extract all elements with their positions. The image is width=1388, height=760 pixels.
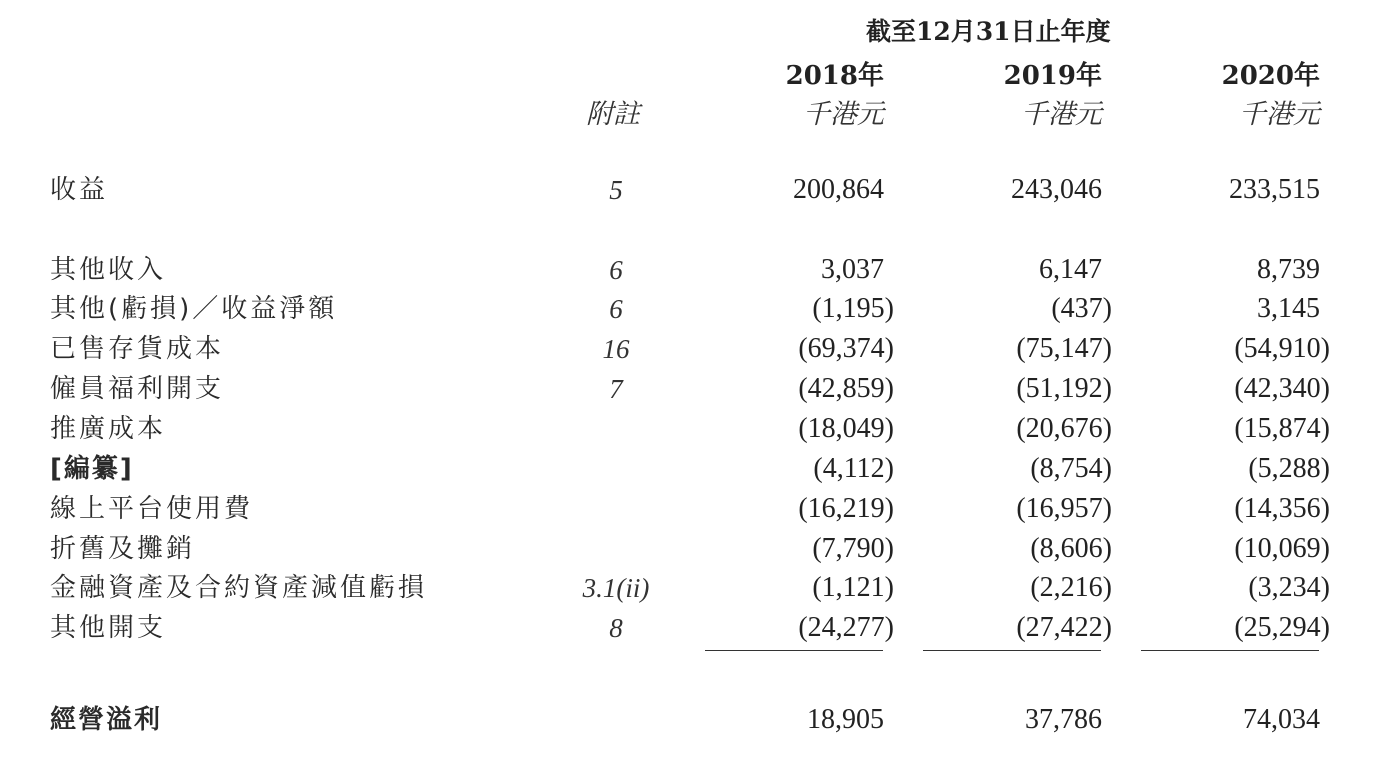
value-2020: 8,739 xyxy=(1257,254,1320,285)
year-2018-header: 2018年 xyxy=(785,61,884,91)
table-row xyxy=(0,489,1388,529)
value-2019: (27,422) xyxy=(1016,612,1112,643)
subtotal-rule-2019 xyxy=(923,650,1101,651)
row-label: 折舊及攤銷 xyxy=(50,534,196,564)
subtotal-rule-2020 xyxy=(1141,650,1319,651)
value-2020: (5,288) xyxy=(1248,453,1330,484)
table-row xyxy=(0,409,1388,449)
table-row xyxy=(0,250,1388,290)
note-column-header: 附註 xyxy=(586,99,640,130)
row-label: 線上平台使用費 xyxy=(50,494,254,524)
row-label: 其他(虧損)／收益淨額 xyxy=(50,294,338,324)
row-label: 已售存貨成本 xyxy=(50,334,225,364)
total-2019: 37,786 xyxy=(1025,704,1102,735)
row-note: 6 xyxy=(609,294,623,324)
value-2018: (4,112) xyxy=(813,453,894,484)
row-label: [編纂] xyxy=(50,454,134,484)
row-note: 6 xyxy=(609,255,623,285)
value-2020: 3,145 xyxy=(1257,293,1320,324)
year-2020-header: 2020年 xyxy=(1221,61,1320,91)
value-2020: (25,294) xyxy=(1234,612,1330,643)
total-2020: 74,034 xyxy=(1243,704,1320,735)
year-2019-header: 2019年 xyxy=(1003,61,1102,91)
total-row xyxy=(0,700,1388,740)
row-label: 金融資產及合約資產減值虧損 xyxy=(50,573,428,603)
value-2018: (42,859) xyxy=(798,373,894,404)
unit-2018: 千港元 xyxy=(803,99,884,130)
table-row xyxy=(0,529,1388,569)
value-2019: (16,957) xyxy=(1016,493,1112,524)
value-2018: (7,790) xyxy=(812,533,894,564)
value-2018: 200,864 xyxy=(793,174,884,205)
value-2020: (54,910) xyxy=(1234,333,1330,364)
row-note: 16 xyxy=(602,334,630,364)
value-2020: (42,340) xyxy=(1234,373,1330,404)
table-row xyxy=(0,449,1388,489)
table-row xyxy=(0,568,1388,608)
period-caption: 截至12月31日止年度 xyxy=(866,17,1111,46)
value-2019: 6,147 xyxy=(1039,254,1102,285)
value-2018: (16,219) xyxy=(798,493,894,524)
value-2018: (1,121) xyxy=(812,572,894,603)
row-note: 3.1(ii) xyxy=(582,573,650,603)
value-2018: (18,049) xyxy=(798,413,894,444)
value-2019: (2,216) xyxy=(1030,572,1112,603)
table-row xyxy=(0,329,1388,369)
row-note: 8 xyxy=(609,613,623,643)
table-row xyxy=(0,289,1388,329)
table-row xyxy=(0,170,1388,210)
value-2018: (69,374) xyxy=(798,333,894,364)
value-2018: (1,195) xyxy=(812,293,894,324)
unit-2020: 千港元 xyxy=(1239,99,1320,130)
value-2020: (3,234) xyxy=(1248,572,1330,603)
row-label: 僱員福利開支 xyxy=(50,374,225,404)
row-label: 推廣成本 xyxy=(50,414,167,444)
table-row xyxy=(0,369,1388,409)
total-label: 經營溢利 xyxy=(50,705,163,735)
value-2020: (14,356) xyxy=(1234,493,1330,524)
total-2018: 18,905 xyxy=(807,704,884,735)
row-label: 收益 xyxy=(50,175,109,205)
value-2019: 243,046 xyxy=(1011,174,1102,205)
row-note: 7 xyxy=(609,374,623,404)
value-2020: (15,874) xyxy=(1234,413,1330,444)
value-2018: 3,037 xyxy=(821,254,884,285)
value-2019: (20,676) xyxy=(1016,413,1112,444)
value-2019: (8,754) xyxy=(1030,453,1112,484)
row-label: 其他收入 xyxy=(50,255,167,285)
value-2020: 233,515 xyxy=(1229,174,1320,205)
value-2019: (8,606) xyxy=(1030,533,1112,564)
unit-2019: 千港元 xyxy=(1021,99,1102,130)
value-2019: (437) xyxy=(1051,293,1112,324)
subtotal-rule-2018 xyxy=(705,650,883,651)
value-2019: (75,147) xyxy=(1016,333,1112,364)
row-label: 其他開支 xyxy=(50,613,167,643)
row-note: 5 xyxy=(609,175,623,205)
table-row xyxy=(0,608,1388,648)
value-2020: (10,069) xyxy=(1234,533,1330,564)
value-2019: (51,192) xyxy=(1016,373,1112,404)
value-2018: (24,277) xyxy=(798,612,894,643)
